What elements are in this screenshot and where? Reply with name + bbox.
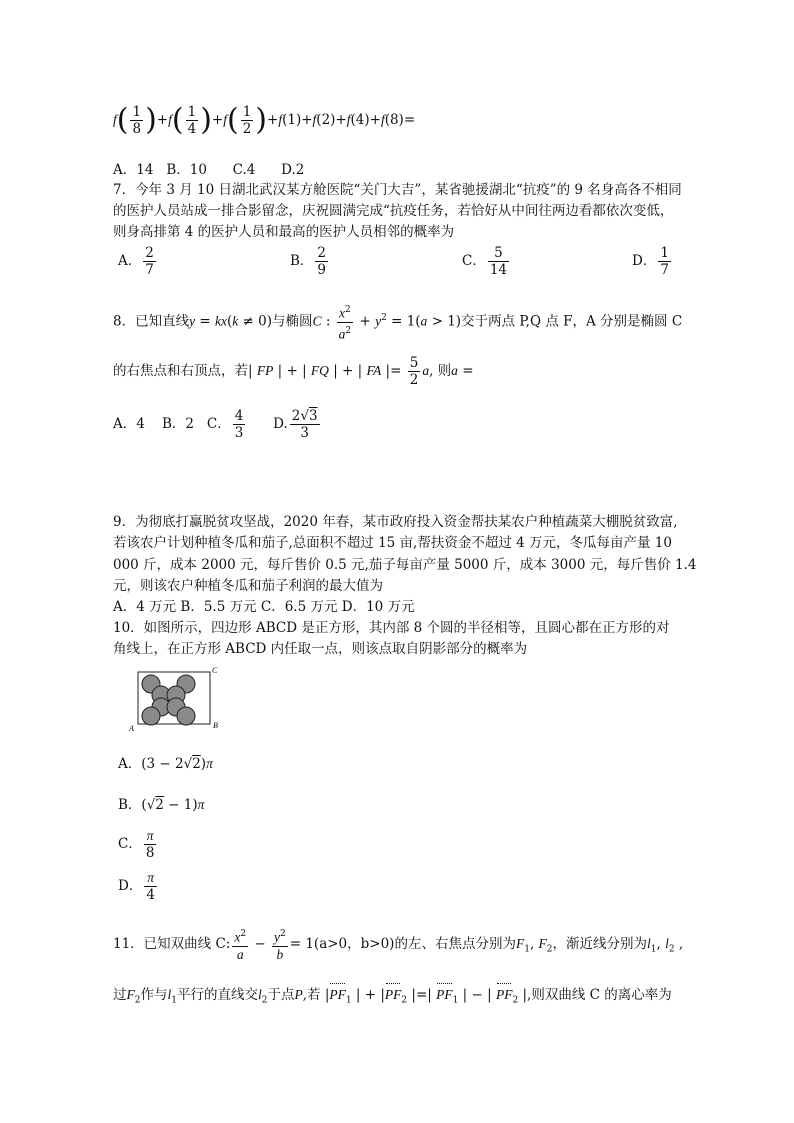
q7-line-2: 的医护人员站成一排合影留念，庆祝圆满完成“抗疫任务，若恰好从中间往两边看都依次变低， [113, 203, 674, 219]
q8-option-c[interactable]: C． $\frac{4}{3}$ [206, 408, 244, 441]
q10-option-b[interactable]: B．(√2 − 1)π [118, 797, 205, 813]
q7-option-b[interactable]: B． $\frac{2}{9}$ [290, 245, 327, 278]
q8-option-a[interactable]: A．4 [113, 416, 145, 432]
q6-expression: f( $\frac{1}{8}$ )+f( $\frac{1}{4}$ )+f( $\frac{1}{2}$ )+f(1)+f(2)+f(4)+f(8)= [113, 102, 416, 138]
q10-line-1: 10．如图所示，四边形 ABCD 是正方形，其内部 8 个圆的半径相等，且圆心都在正方形的对 [113, 620, 670, 636]
q7-option-d[interactable]: D． $\frac{1}{7}$ [632, 245, 669, 278]
q10-option-d[interactable]: D． $\frac{\pi}{4}$ [118, 870, 155, 903]
q11-line-1: 11．已知双曲线 C: $\frac{x^2}{a}$ − $\frac{y^2}{b}$ = 1(a>0，b>0)的左、右焦点分别为$F_1$, $F_2$，渐近线分别为$l_1$, $l_2$ , [113, 926, 683, 963]
label-b: B [213, 721, 218, 730]
q8-option-d[interactable]: D. $\frac{2√3}{3}$ [273, 408, 318, 441]
label-a: A [129, 724, 134, 733]
q10-option-a[interactable]: A．(3 − 2√2)π [118, 756, 213, 772]
q7-option-c[interactable]: C． $\frac{5}{14}$ [462, 245, 508, 278]
label-c: C [212, 666, 218, 675]
q6-option-a[interactable]: A．14 [113, 162, 154, 178]
q8-options [113, 408, 322, 441]
q6-option-d[interactable]: D.2 [281, 162, 305, 178]
q10-line-2: 角线上，在正方形 ABCD 内任取一点，则该点取自阴影部分的概率为 [113, 641, 528, 657]
q7-line-3: 则身高排第 4 的医护人员和最高的医护人员相邻的概率为 [113, 224, 455, 240]
circle [142, 707, 160, 725]
q9-line-3: 000 斤，成本 2000 元，每斤售价 0.5 元,茄子每亩产量 5000 斤，成本 3000 元，每斤售价 1.4 [113, 557, 697, 573]
q6-options [113, 161, 304, 179]
q10-option-c[interactable]: C． $\frac{\pi}{8}$ [118, 828, 155, 861]
q6-option-b[interactable]: B．10 [166, 162, 207, 178]
q10-figure [128, 664, 224, 734]
q11-line-2: 过$F_2$作与$l_1$平行的直线交$l_2$于点P,若 $|PF_1$ | + $|PF_2$ |=| $PF_1$ | − | $PF_2$ |,则双曲线 C 的离心率为 [113, 987, 672, 1006]
q9-options[interactable]: A．4 万元 B．5.5 万元 C．6.5 万元 D．10 万元 [113, 599, 415, 615]
circle [177, 707, 195, 725]
q8-option-b[interactable]: B．2 [162, 416, 195, 432]
q8-line-1: 8．已知直线y = kx(k ≠ 0)与椭圆C : $\frac{x^2}{a^2}$ + $y^2 = 1(a > 1)$交于两点 P,Q 点 F，A 分别是椭圆 C [113, 302, 682, 342]
q8-line-2: 的右焦点和右顶点，若| FP | + | FQ | + | FA |= $\frac{5}{2}$ a, 则a = [113, 355, 474, 388]
q9-line-1: 9．为彻底打赢脱贫攻坚战，2020 年春，某市政府投入资金帮扶某农户种植蔬菜大棚脱贫致富, [113, 514, 678, 530]
q9-line-2: 若该农户计划种植冬瓜和茄子,总面积不超过 15 亩,帮扶资金不超过 4 万元，冬瓜每亩产量 10 [113, 535, 672, 551]
q9-line-4: 元，则该农户种植冬瓜和茄子利润的最大值为 [113, 578, 383, 594]
q6-option-c[interactable]: C.4 [232, 162, 256, 178]
q7-line-1: 7．今年 3 月 10 日湖北武汉某方舱医院“关门大吉”，某省驰援湖北“抗疫”的 9 名身高各不相同 [113, 182, 682, 198]
q7-option-a[interactable]: A． $\frac{2}{7}$ [118, 245, 154, 278]
